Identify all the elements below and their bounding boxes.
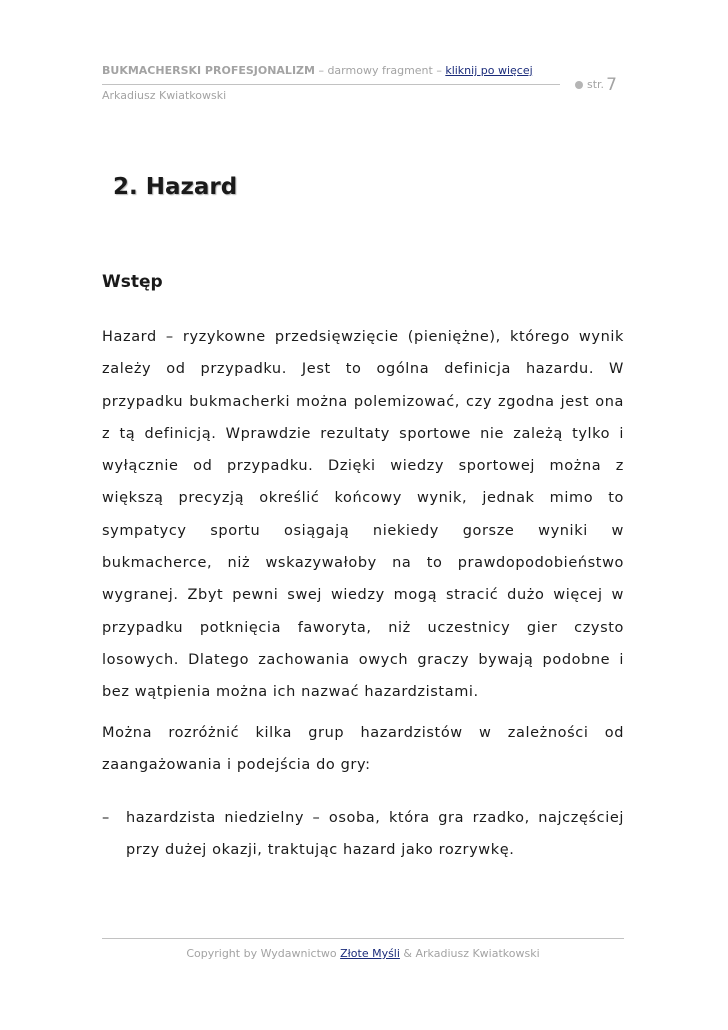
bullet-dot-icon	[575, 81, 583, 89]
page-number: 7	[606, 74, 617, 95]
header-separator: – darmowy fragment –	[314, 64, 446, 77]
header-title-line	[102, 64, 533, 77]
dash-bullet-icon: –	[102, 810, 110, 826]
header-divider	[102, 84, 560, 85]
page-footer	[102, 947, 624, 960]
header-author: Arkadiusz Kwiatkowski	[102, 89, 227, 102]
list-item-text: hazardzista niedzielny – osoba, która gra rzadko, najczęściej przy dużej okazji, traktując hazard jako rozrywkę.	[126, 810, 624, 859]
footer-copyright-suffix: & Arkadiusz Kwiatkowski	[399, 947, 540, 960]
body-paragraph: Hazard – ryzykowne przedsięwzięcie (pieniężne), którego wynik zależy od przypadku. Jest to ogólna definicja hazardu. W przypadku bukmacherki można polemizować, czy zgodna jest ona z tą definicją. Wprawdzie rezultaty sportowe nie zależą tylko i wyłącznie od przypadku. Dzięki wiedzy sportowej można z większą precyzją określić końcowy wynik, jednak mimo to sympatycy sportu osiągają niekiedy gorsze wyniki w bukmacherce, niż wskazywałoby na to prawdopodobieństwo wygranej. Zbyt pewni swej wiedzy mogą stracić dużo więcej w przypadku potknięcia faworyta, niż uczestnicy gier czysto losowych. Dlatego zachowania owych graczy bywają podobne i bez wątpienia można ich nazwać hazardzistami.	[102, 329, 624, 701]
section-title: Wstęp	[102, 272, 163, 292]
more-link[interactable]: kliknij po więcej	[445, 64, 533, 77]
page-prefix: str.	[587, 78, 605, 91]
publisher-link[interactable]: Złote Myśli	[340, 947, 400, 960]
chapter-title: 2. Hazard	[113, 174, 238, 200]
page-number-indicator	[575, 74, 617, 95]
book-title: BUKMACHERSKI PROFESJONALIZM	[102, 64, 315, 77]
footer-divider	[102, 938, 624, 939]
body-paragraph: Można rozróżnić kilka grup hazardzistów w zależności od zaangażowania i podejścia do gry:	[102, 725, 624, 774]
page-header	[102, 64, 624, 114]
footer-copyright-prefix: Copyright by Wydawnictwo	[186, 947, 341, 960]
